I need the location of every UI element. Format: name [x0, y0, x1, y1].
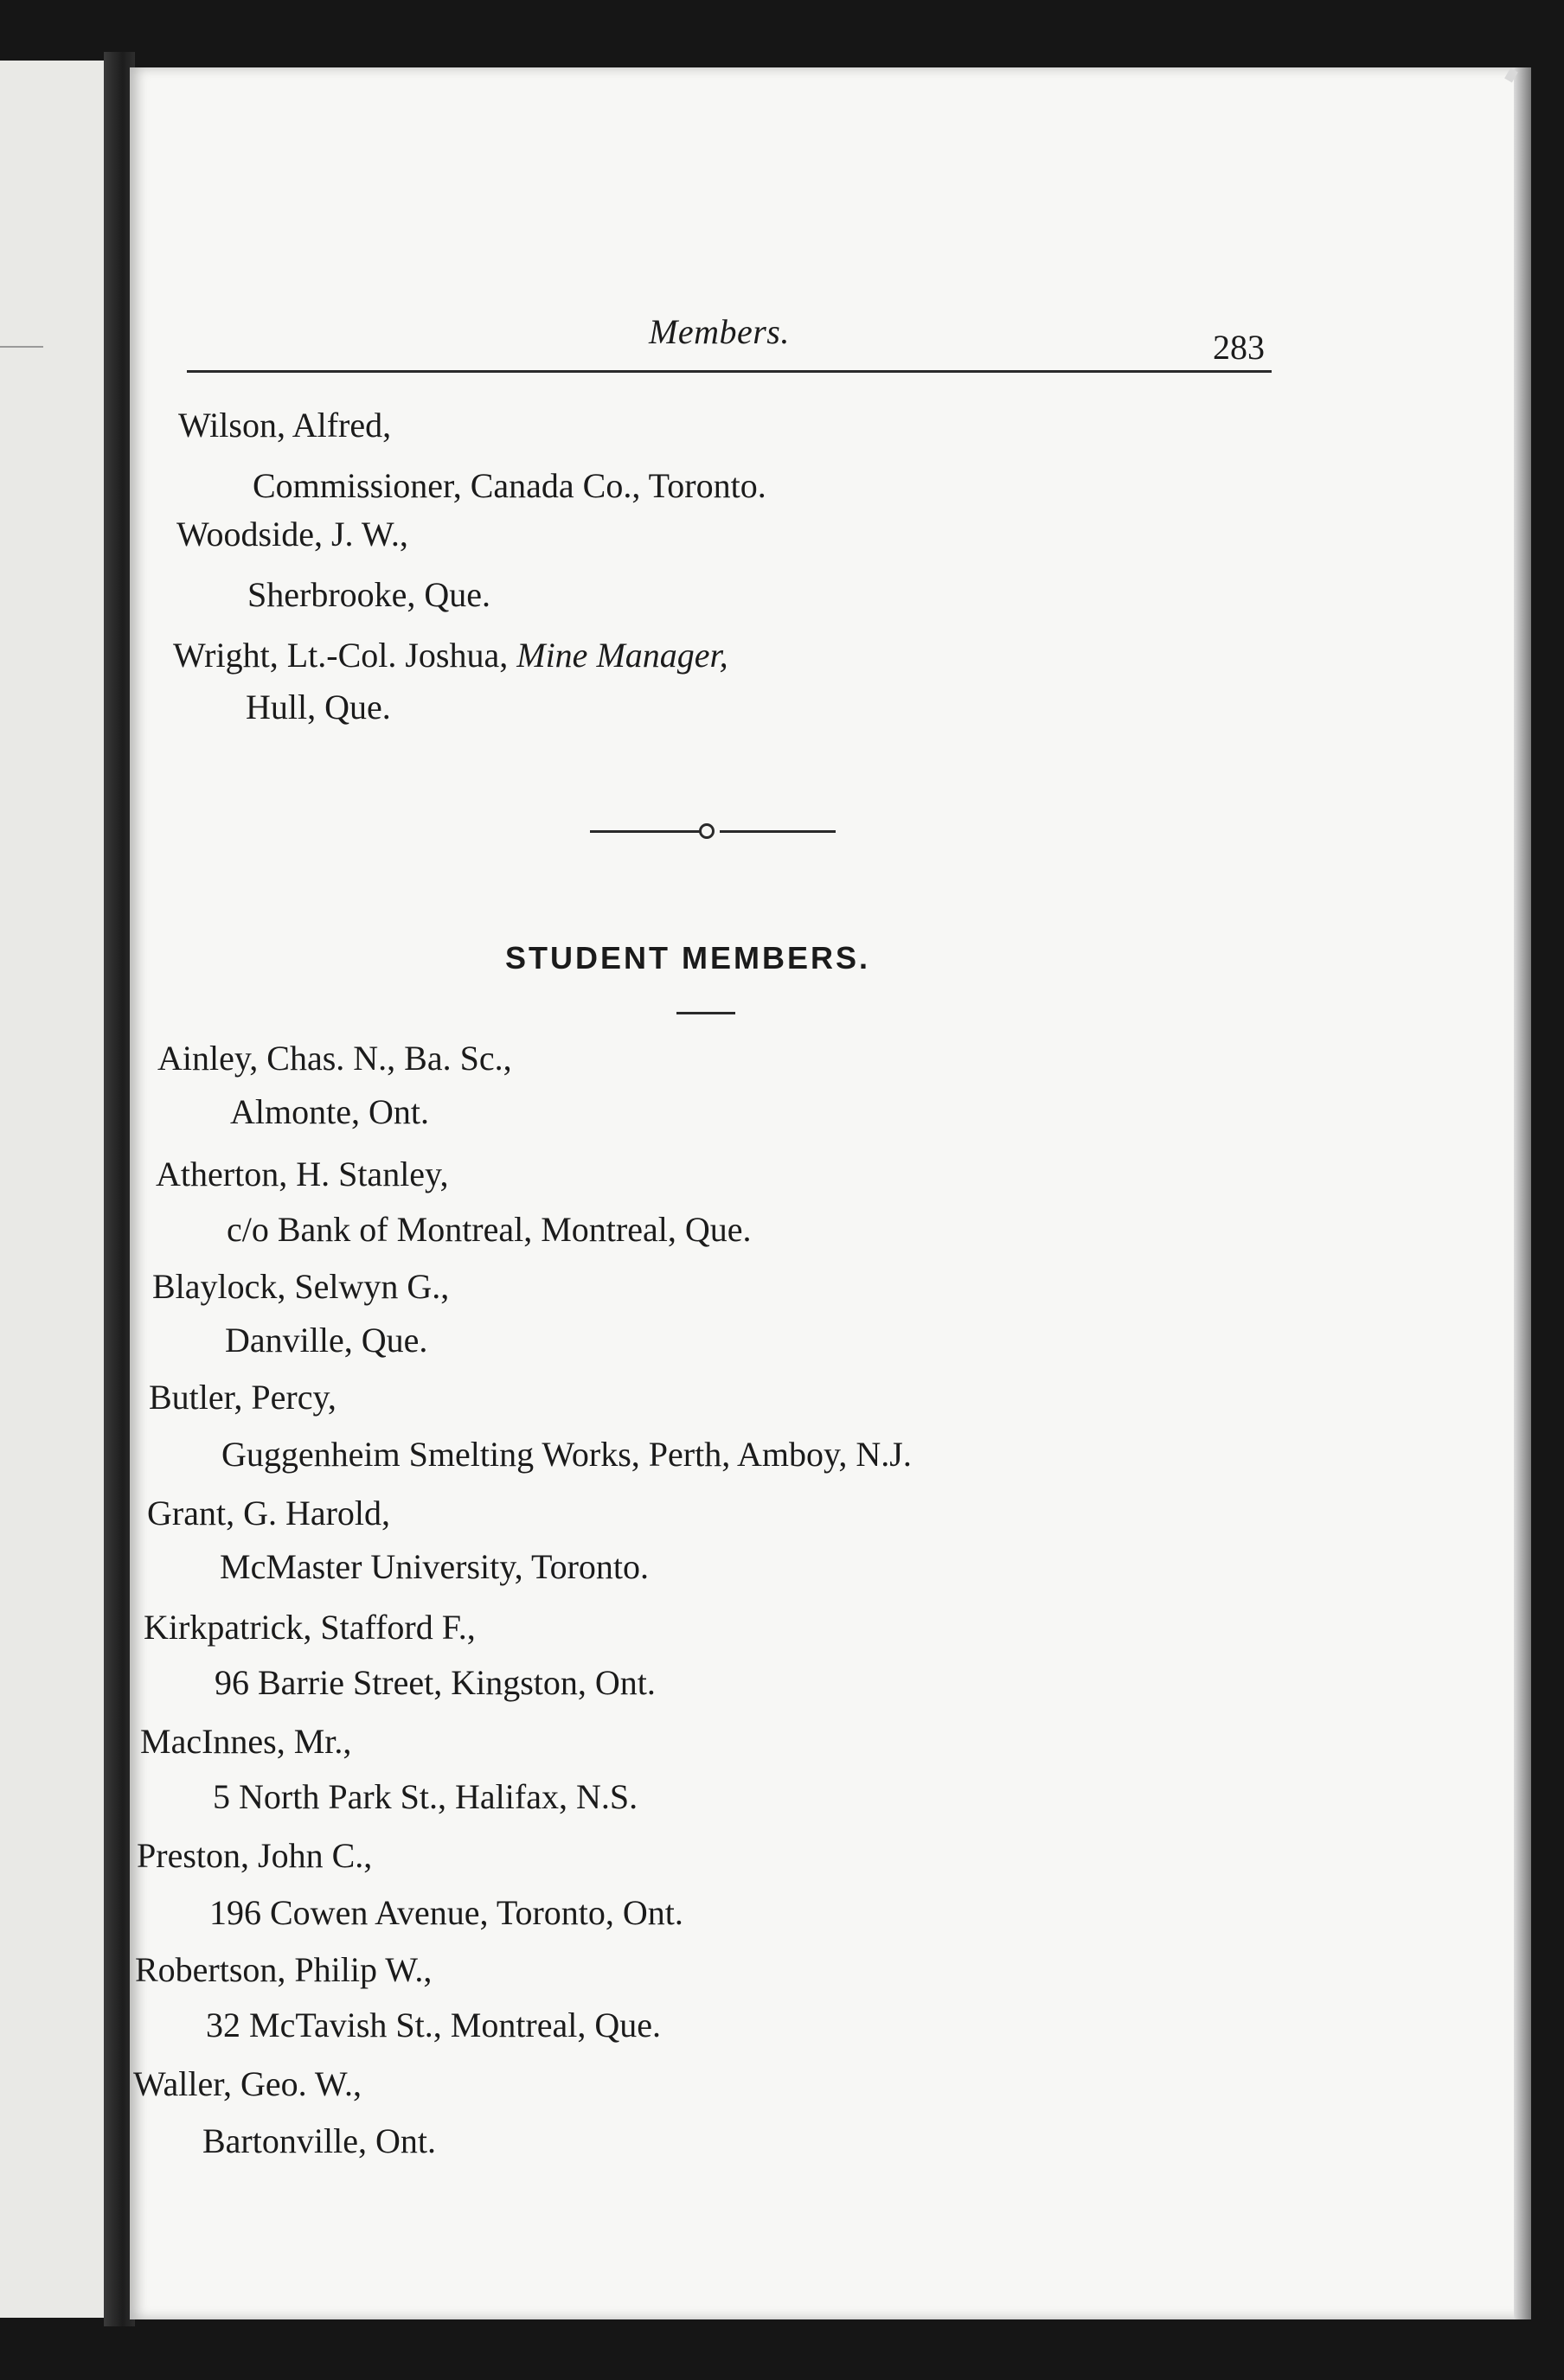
student-name: MacInnes, Mr., [140, 1722, 352, 1761]
facing-page-edge [0, 61, 112, 2318]
page-number: 283 [1213, 328, 1265, 367]
section-heading: STUDENT MEMBERS. [505, 940, 871, 976]
student-detail: Bartonville, Ont. [202, 2121, 436, 2160]
member-name: Wilson, Alfred, [178, 406, 392, 445]
member-detail: Sherbrooke, Que. [247, 575, 491, 614]
member-occupation: Mine Manager, [516, 636, 728, 675]
separator-ring-icon [699, 823, 715, 839]
student-name: Waller, Geo. W., [133, 2064, 362, 2103]
student-detail: 32 McTavish St., Montreal, Que. [206, 2006, 662, 2044]
section-rule [676, 1012, 735, 1014]
facing-page-rule [0, 346, 43, 348]
student-detail: c/o Bank of Montreal, Montreal, Que. [227, 1210, 752, 1249]
member-name: Woodside, J. W., [176, 515, 408, 553]
member-name [173, 638, 728, 673]
student-name: Ainley, Chas. N., Ba. Sc., [157, 1039, 512, 1078]
student-name: Butler, Percy, [149, 1378, 337, 1417]
student-name: Atherton, H. Stanley, [156, 1155, 449, 1193]
running-head: Members. [649, 312, 790, 351]
student-name: Blaylock, Selwyn G., [152, 1267, 450, 1306]
page-edge-shadow [1514, 67, 1531, 2319]
student-detail: Guggenheim Smelting Works, Perth, Amboy, N.J. [221, 1435, 912, 1474]
member-detail: Commissioner, Canada Co., Toronto. [253, 466, 766, 505]
student-name: Preston, John C., [137, 1836, 373, 1875]
section-separator [590, 818, 836, 844]
separator-line-right [720, 830, 836, 833]
student-detail: Almonte, Ont. [230, 1092, 429, 1131]
student-name: Kirkpatrick, Stafford F., [144, 1608, 476, 1647]
member-name-text: Wright, Lt.-Col. Joshua, [173, 636, 509, 675]
student-detail: Danville, Que. [225, 1321, 428, 1360]
student-detail: McMaster University, Toronto. [220, 1547, 650, 1586]
separator-line-left [590, 830, 701, 833]
member-detail: Hull, Que. [246, 688, 391, 726]
student-name: Robertson, Philip W., [135, 1950, 433, 1989]
student-detail: 5 North Park St., Halifax, N.S. [213, 1777, 638, 1816]
header-rule [187, 370, 1272, 373]
student-detail: 196 Cowen Avenue, Toronto, Ont. [209, 1893, 683, 1932]
student-name: Grant, G. Harold, [147, 1494, 391, 1532]
student-detail: 96 Barrie Street, Kingston, Ont. [215, 1663, 656, 1702]
